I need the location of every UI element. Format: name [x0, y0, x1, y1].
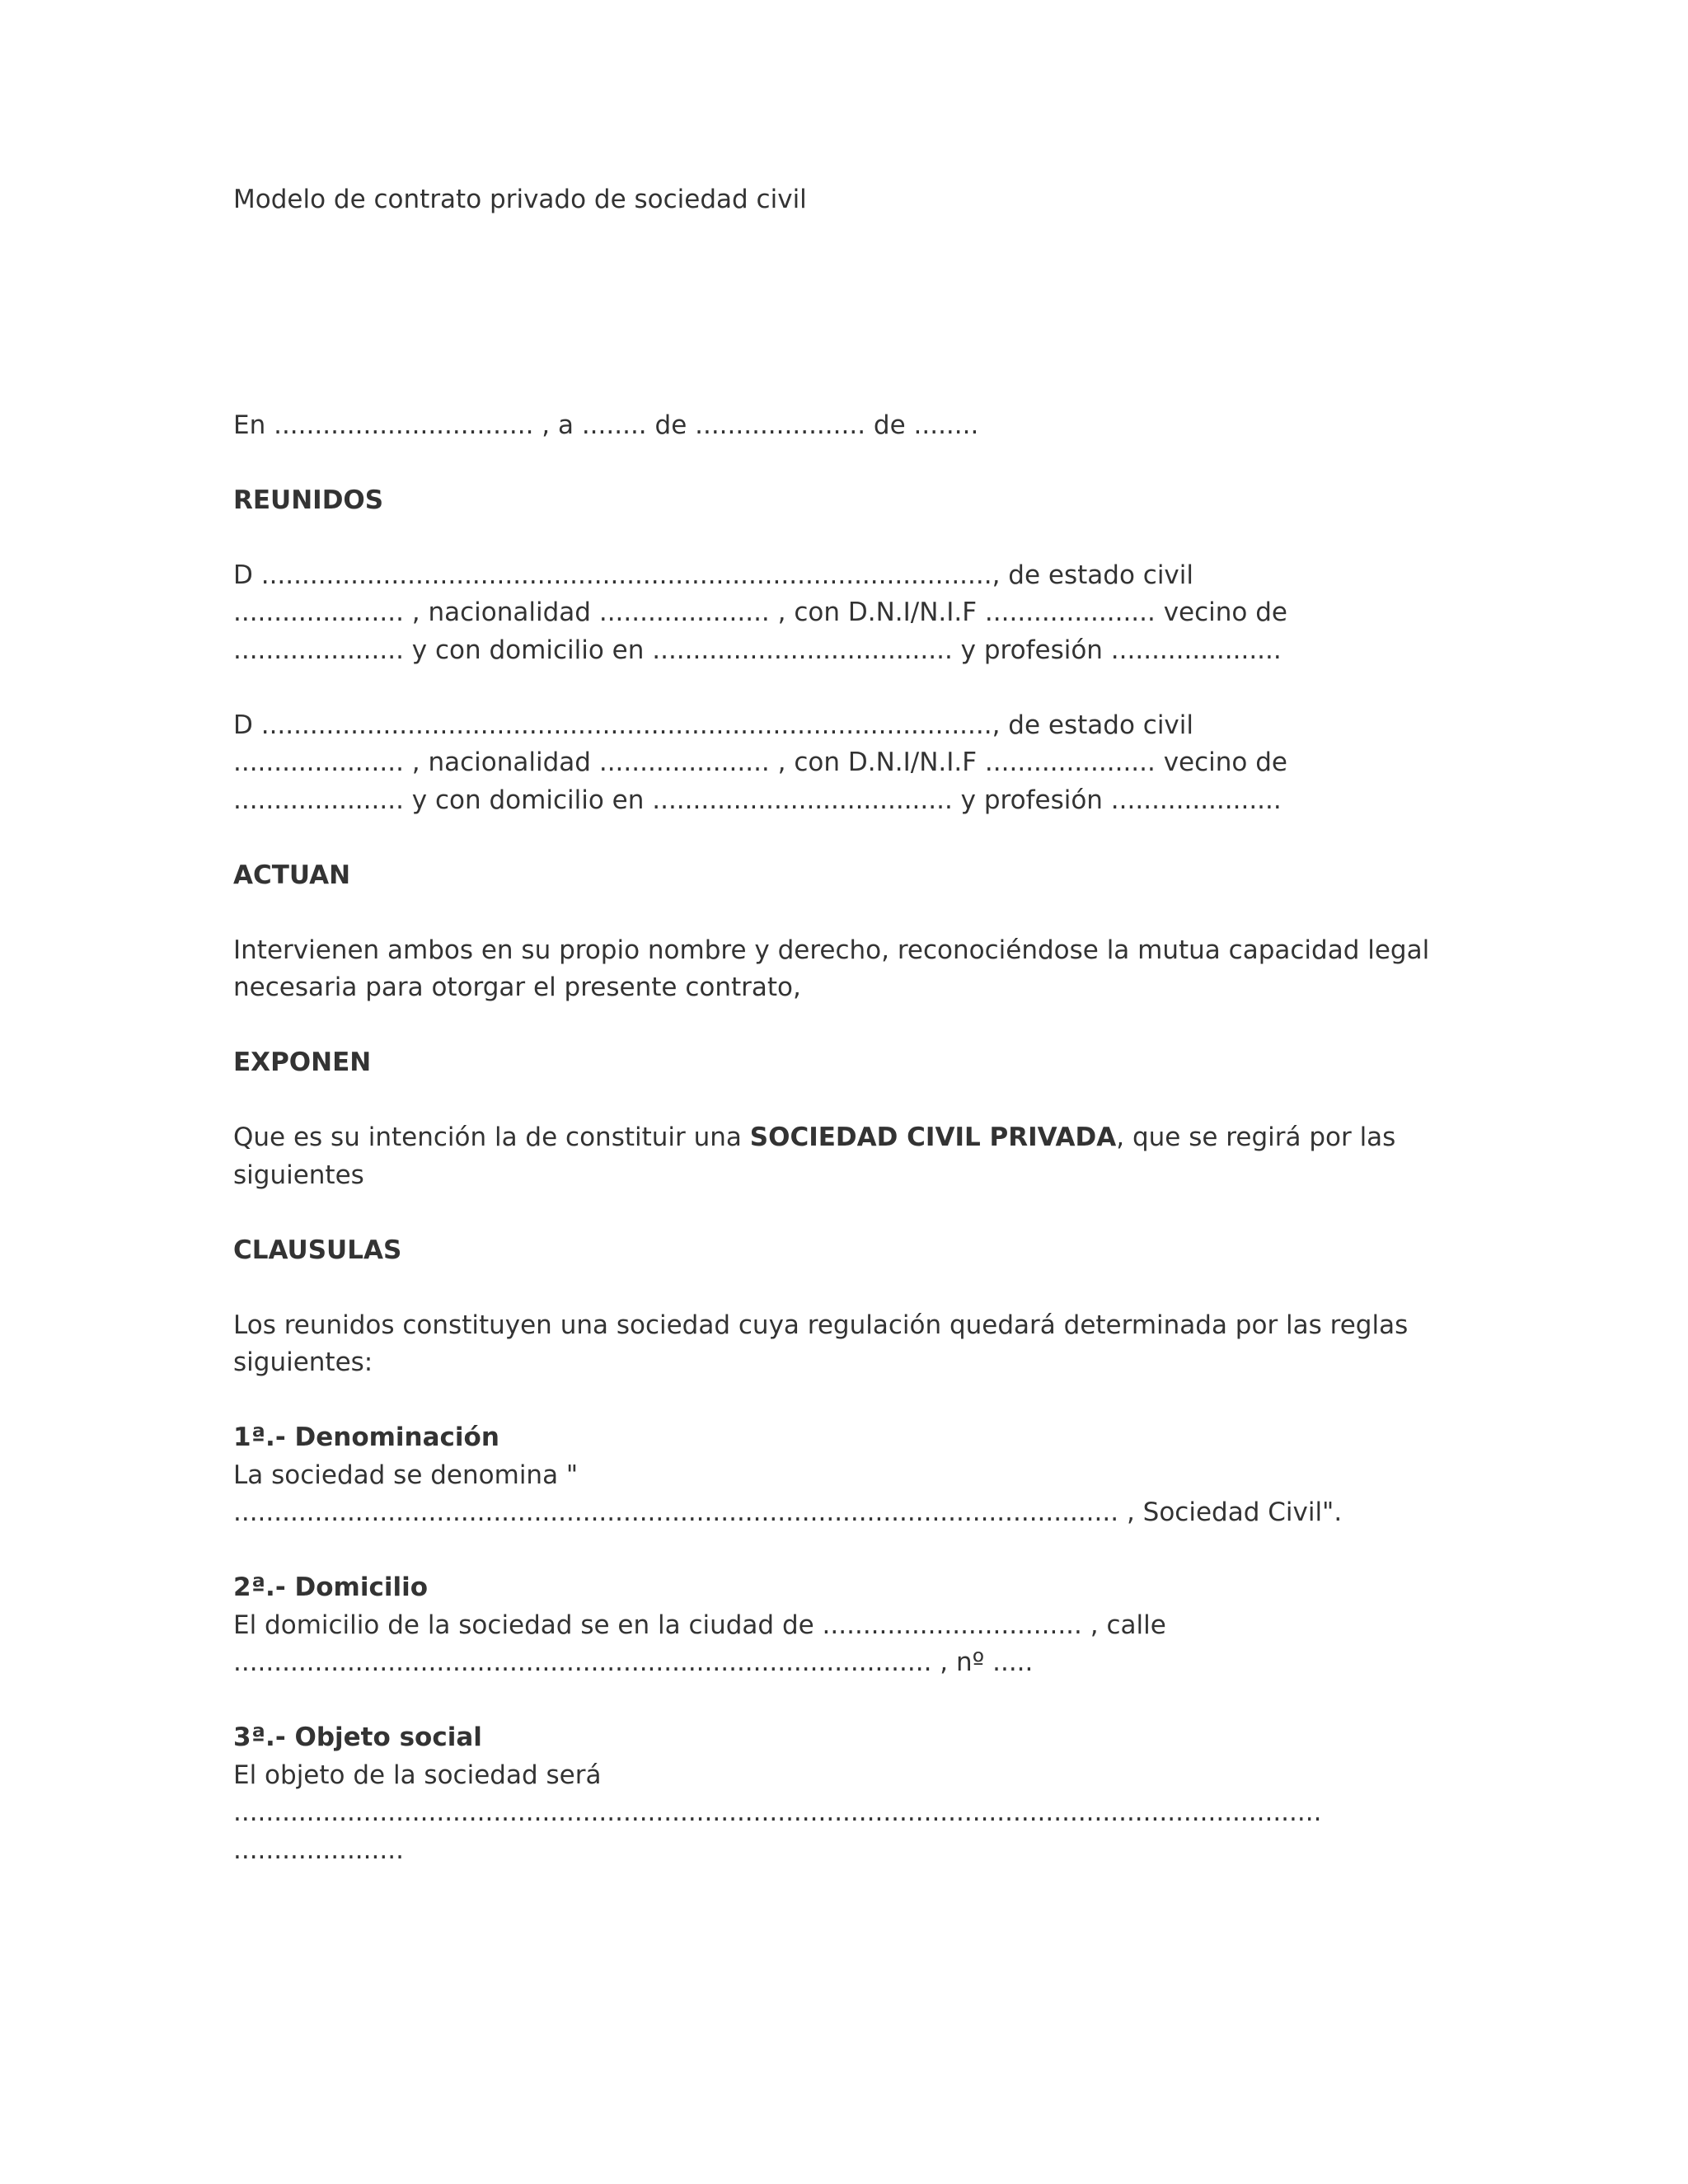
party-1-block	[233, 557, 1470, 670]
spacer	[233, 669, 1470, 707]
clause-1-heading: 1ª.- Denominación	[233, 1422, 499, 1452]
exponen-line-2: siguientes	[233, 1160, 364, 1190]
clause-2	[233, 1569, 1470, 1682]
exponen-text-after: , que se regirá por las	[1116, 1122, 1396, 1152]
party-2-block	[233, 707, 1470, 820]
party-1-line-2: ..................... , nacionalidad ..................... , con D.N.I/N.I.F ..................... vecino de	[233, 598, 1288, 627]
actuan-line-1: Intervienen ambos en su propio nombre y derecho, reconociéndose la mutua capacidad legal	[233, 935, 1430, 965]
spacer	[233, 1382, 1470, 1420]
clause-3	[233, 1719, 1470, 1869]
spacer	[233, 1007, 1470, 1045]
clause-3-line-1: El objeto de la sociedad será	[233, 1760, 602, 1790]
actuan-line-2: necesaria para otorgar el presente contrato,	[233, 972, 801, 1002]
exponen-bold-phrase: SOCIEDAD CIVIL PRIVADA	[749, 1122, 1117, 1152]
clause-2-line-2: ...................................................................................... , nº .....	[233, 1647, 1034, 1677]
spacer	[233, 819, 1470, 857]
party-1-line-1: D .........................................................................................., de estado civil	[233, 560, 1193, 590]
spacer	[233, 444, 1470, 482]
clause-2-line-1: El domicilio de la sociedad se en la ciudad de ................................ , calle	[233, 1610, 1166, 1640]
spacer	[233, 1194, 1470, 1232]
title-spacer	[233, 219, 1470, 407]
exponen-line-1	[233, 1119, 1470, 1157]
party-2-line-2: ..................... , nacionalidad ..................... , con D.N.I/N.I.F ..................... vecino de	[233, 748, 1288, 777]
spacer	[233, 519, 1470, 557]
clause-1-line-1: La sociedad se denomina "	[233, 1460, 579, 1490]
clausulas-heading: CLAUSULAS	[233, 1235, 402, 1265]
party-2-line-1: D .........................................................................................., de estado civil	[233, 710, 1193, 740]
spacer	[233, 894, 1470, 932]
clausulas-intro-line-2: siguientes:	[233, 1347, 373, 1377]
spacer	[233, 1269, 1470, 1307]
actuan-paragraph	[233, 932, 1470, 1007]
spacer	[233, 1532, 1470, 1570]
clause-2-heading: 2ª.- Domicilio	[233, 1572, 428, 1602]
clause-3-heading: 3ª.- Objeto social	[233, 1722, 482, 1752]
clausulas-intro	[233, 1307, 1470, 1382]
actuan-heading: ACTUAN	[233, 860, 351, 890]
spacer	[233, 1082, 1470, 1120]
clausulas-intro-line-1: Los reunidos constituyen una sociedad cuya regulación quedará determinada por las reglas	[233, 1310, 1409, 1340]
place-date-line: En ................................ , a ........ de ..................... de ........	[233, 410, 979, 440]
clause-3-line-2: ......................................................................................................................................	[233, 1797, 1322, 1827]
exponen-text-before: Que es su intención la de constituir una	[233, 1122, 750, 1152]
spacer	[233, 1682, 1470, 1720]
clause-3-line-3: .....................	[233, 1835, 404, 1865]
clause-1	[233, 1419, 1470, 1532]
party-2-line-3: ..................... y con domicilio en ..................................... y profesión .....................	[233, 785, 1282, 815]
reunidos-heading: REUNIDOS	[233, 485, 384, 515]
contract-document	[233, 181, 1470, 1869]
exponen-heading: EXPONEN	[233, 1047, 372, 1077]
party-1-line-3: ..................... y con domicilio en ..................................... y profesión .....................	[233, 635, 1282, 665]
clause-1-line-2: ............................................................................................................. , Sociedad Civil".	[233, 1497, 1343, 1527]
exponen-paragraph	[233, 1119, 1470, 1194]
document-title: Modelo de contrato privado de sociedad civil	[233, 185, 807, 214]
